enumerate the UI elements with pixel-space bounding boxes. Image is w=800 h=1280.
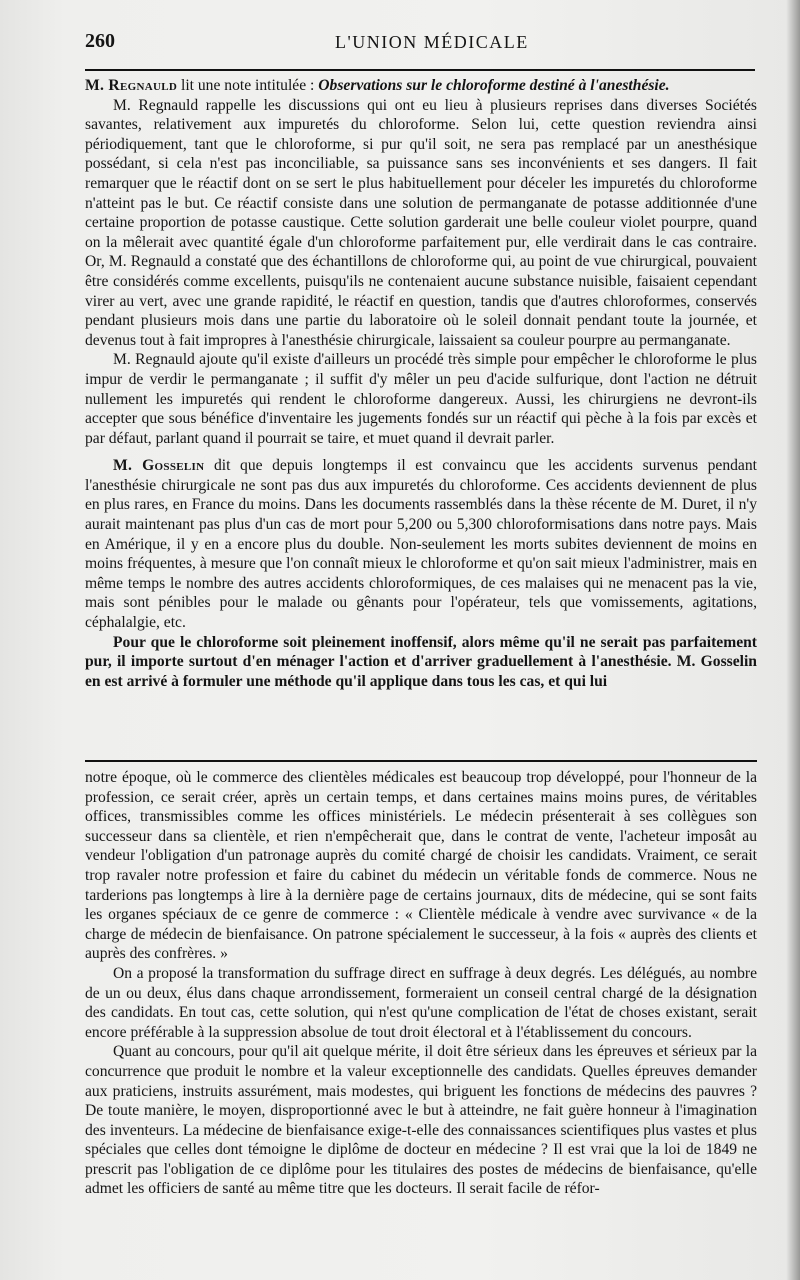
page-edge-shadow xyxy=(786,0,800,1280)
section-title-text: lit une note intitulée : xyxy=(177,77,319,94)
speaker-name: M. Gosselin xyxy=(113,457,205,475)
paragraph-text: dit que depuis longtemps il est convaincu que les accidents survenus pendant l'anesthésie chirurgicale ne sont pas dus aux impuretés du chloroforme. Ces accidents deviennent de plus en plus rares, en France du moins. Dans les documents rassemblés dans la thèse récente de M. Duret, il n'y aurait maintenant pas plus d'un cas de mort pour 5,200 ou 5,300 chloroformisations dans notre pays. Mais en Amérique, il y en a encore plus du double. Non-seulement les morts subites deviennent de moins en moins fréquentes, à mesure que l'on connaît mieux le chloroforme et qu'on sait mieux l'administrer, mais en même temps le nombre des autres accidents chloroformiques, de ces malaises qui ne menacent pas la vie, mais sont pénibles pour le malade ou gênants pour l'opérateur, tels que vomissements, agitations, céphalalgie, etc. xyxy=(85,457,757,632)
upper-column xyxy=(85,76,757,691)
paragraph: Quant au concours, pour qu'il ait quelque mérite, il doit être sérieux dans les épreuves et sérieux par la concurrence que produit le nombre et la valeur exceptionnelle des candidats. Quelles épreuves demander aux praticiens, instruits assurément, mais modestes, qui briguent les fonctions de médecins des pauvres ? De toute manière, le moyen, disproportionné avec le but à atteindre, ne fait guère honneur à l'imagination des inventeurs. La médecine de bienfaisance exige-t-elle des connaissances scientifiques plus vastes et plus spéciales que celles dont témoigne le diplôme de docteur en médecine ? Il est vrai que la loi de 1849 ne prescrit pas l'obligation de ce diplôme pour les titulaires des postes de médecins de bienfaisance, qu'elle admet les officiers de santé au même titre que les docteurs. Il serait facile de réfor- xyxy=(85,1043,757,1198)
lower-column xyxy=(85,768,757,1199)
paragraph: Pour que le chloroforme soit pleinement inoffensif, alors même qu'il ne serait pas parfaitement pur, il importe surtout d'en ménager l'action et d'arriver graduellement à l'anesthésie. M. Gosselin en est arrivé à formuler une méthode qu'il applique dans tous les cas, et qui lui xyxy=(85,633,757,690)
section-divider-rule xyxy=(85,760,757,762)
header-rule xyxy=(85,69,755,71)
section-title xyxy=(85,76,757,96)
page-header xyxy=(85,30,755,56)
paragraph: M. Regnauld rappelle les discussions qui ont eu lieu à plusieurs reprises dans diverses Sociétés savantes, relativement aux impuretés du chloroforme. Selon lui, cette question reviendra ainsi périodiquement, tant que le chloroforme, si pur qu'il soit, ne sera pas remplacé par un anesthésique possédant, si cela n'est pas inconciliable, sa puissance sans ses inconvénients et ses dangers. Il fait remarquer que le réactif dont on se sert le plus habituellement pour déceler les impuretés du chloroforme n'atteint pas le but. Ce réactif consiste dans une solution de permanganate de potasse additionnée d'une certaine proportion de potasse caustique. Cette solution garderait une belle couleur violet pourpre, quand on la mêlerait avec quantité égale d'un chloroforme parfaitement pur, elle verdirait dans le cas contraire. Or, M. Regnauld a constaté que des échantillons de chloroforme qui, au point de vue chirurgical, pouvaient être considérés comme excellents, puisqu'ils ne contenaient aucune substance nuisible, faisaient cependant virer au vert, avec une grande rapidité, le réactif en question, tandis que d'autres chloroformes, conservés pendant plusieurs mois dans une partie du laboratoire où le soleil donnait pendant toute la journée, et devenus tout à fait impropres à l'anesthésie chirurgicale, laissaient sa couleur pourpre au permanganate. xyxy=(85,96,757,349)
paragraph: On a proposé la transformation du suffrage direct en suffrage à deux degrés. Les délégués, au nombre de un ou deux, élus dans chaque arrondissement, formeraient un conseil central chargé de la désignation des candidats. En tout cas, cette solution, qui n'est qu'une complication de l'état de choses existant, serait encore préférable à la suppression absolue de tout droit électoral et à l'établissement du concours. xyxy=(85,964,757,1041)
page-number: 260 xyxy=(85,30,115,52)
section-title-italic: Observations sur le chloroforme destiné à l'anesthésie. xyxy=(318,77,670,94)
paragraph: notre époque, où le commerce des clientèles médicales est beaucoup trop développé, pour l'honneur de la profession, ce serait créer, après un certain temps, et dans certaines mains moins pures, de véritables offices, transmissibles comme les offices ministériels. Le médecin présenterait à ses collègues son successeur dans sa clientèle, et rien n'empêcherait que, dans le contrat de vente, l'acheteur imposât au vendeur l'obligation d'un patronage auprès du comité chargé de choisir les candidats. Vraiment, ce serait trop ravaler notre profession et faire du cabinet du médecin un véritable fonds de commerce. Nous ne tarderions pas longtemps à lire à la dernière page de certains journaux, dits de médecine, qui se sont faits les organes spéciaux de ce genre de commerce : « Clientèle médicale à vendre avec survivance « de la charge de médecin de bienfaisance. On patrone spécialement le successeur, à la fois « auprès des clients et auprès des confrères. » xyxy=(85,769,757,963)
paragraph: M. Regnauld ajoute qu'il existe d'ailleurs un procédé très simple pour empêcher le chloroforme le plus impur de verdir le permanganate ; il suffit d'y mêler un peu d'acide sulfurique, dont l'action ne détruit nullement les impuretés qui rendent le chloroforme dangereux. Aussi, les chirurgiens ne devront-ils accepter que sous bénéfice d'inventaire les jugements fondés sur un réactif qui pèche à la fois par excès et par défaut, parlant quand il pourrait se taire, et muet quand il devrait parler. xyxy=(85,351,757,447)
gosselin-paragraph xyxy=(85,456,757,632)
section-title-name: M. Regnauld xyxy=(85,77,178,94)
running-title: L'UNION MÉDICALE xyxy=(335,32,529,52)
